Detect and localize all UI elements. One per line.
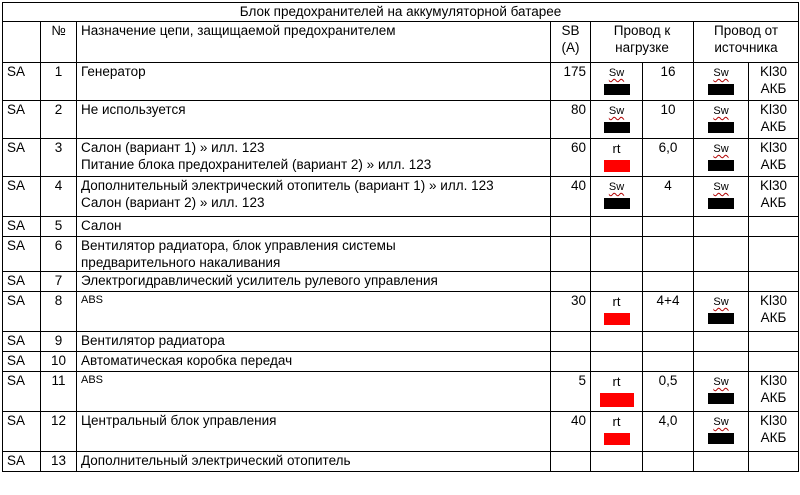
row-prefix: SA: [3, 237, 41, 272]
fuse-table: [2, 2, 799, 472]
source-wire-color: [694, 101, 749, 139]
row-prefix: SA: [3, 412, 41, 452]
purpose-line-1: Автоматическая коробка передач: [81, 353, 293, 368]
row-prefix: SA: [3, 217, 41, 237]
load-wire-swatch: [604, 160, 630, 172]
load-wire-code: rt: [612, 141, 621, 156]
row-number: 4: [41, 177, 77, 217]
source-wire-swatch: [708, 393, 734, 404]
purpose-line-2: Питание блока предохранителей (вариант 2) » илл. 123: [81, 157, 432, 172]
source-terminal-kl30: Kl30: [760, 293, 788, 308]
row-prefix: SA: [3, 177, 41, 217]
source-terminal-battery: АКБ: [760, 390, 787, 405]
source-wire-color: [694, 139, 749, 177]
load-wire-color: [591, 372, 643, 412]
load-wire-size: 6,0: [643, 139, 694, 177]
row-prefix: SA: [3, 139, 41, 177]
row-sb-amps: 40: [551, 177, 591, 217]
row-number: 12: [41, 412, 77, 452]
purpose-line-1: ABS: [81, 374, 104, 386]
purpose-line-1: Вентилятор радиатора: [81, 333, 225, 348]
row-prefix: SA: [3, 292, 41, 332]
source-terminal-kl30: Kl30: [760, 102, 788, 117]
table-row: [3, 217, 799, 237]
source-terminal-battery: АКБ: [760, 430, 787, 445]
row-sb-amps: 175: [551, 63, 591, 101]
row-prefix: SA: [3, 63, 41, 101]
source-wire-swatch: [708, 433, 734, 444]
row-number: 13: [41, 452, 77, 472]
source-terminal-kl30: Kl30: [760, 413, 788, 428]
source-wire-code: Sw: [713, 105, 729, 117]
table-row: [3, 352, 799, 372]
source-wire-swatch: [708, 313, 734, 324]
load-wire-code: Sw: [608, 181, 625, 193]
source-wire-code: Sw: [713, 67, 729, 79]
row-sb-amps: 5: [551, 372, 591, 412]
source-terminal: [749, 63, 799, 101]
purpose-line-1: Салон: [81, 218, 122, 233]
table-row: [3, 372, 799, 412]
purpose-line-1: Центральный блок управления: [81, 413, 277, 428]
load-wire-code: rt: [612, 374, 621, 389]
source-terminal-battery: АКБ: [760, 310, 787, 325]
row-purpose: [77, 217, 551, 237]
source-wire-color: [694, 412, 749, 452]
table-row: [3, 101, 799, 139]
load-wire-swatch: [600, 393, 634, 407]
load-wire-size: 4,0: [643, 412, 694, 452]
source-wire-color: [694, 372, 749, 412]
table-row: [3, 292, 799, 332]
load-wire-code: rt: [612, 294, 621, 309]
table-row: [3, 177, 799, 217]
table-row: [3, 63, 799, 101]
purpose-line-1: Вентилятор радиатора, блок управления системы: [81, 238, 396, 253]
source-terminal: [749, 177, 799, 217]
row-purpose: [77, 372, 551, 412]
load-wire-swatch: [604, 433, 630, 445]
source-wire-swatch: [708, 122, 734, 133]
row-purpose: [77, 272, 551, 292]
row-prefix: SA: [3, 272, 41, 292]
purpose-line-1: Не используется: [81, 102, 186, 117]
load-wire-color: [591, 139, 643, 177]
source-wire-swatch: [708, 160, 734, 171]
row-prefix: SA: [3, 352, 41, 372]
source-terminal-kl30: Kl30: [760, 140, 788, 155]
load-wire-swatch: [604, 122, 630, 133]
row-prefix: SA: [3, 452, 41, 472]
load-wire-color: [591, 101, 643, 139]
load-wire-size: 4+4: [643, 292, 694, 332]
purpose-line-1: Дополнительный электрический отопитель: [81, 453, 351, 468]
table-row: [3, 332, 799, 352]
row-purpose: [77, 139, 551, 177]
source-terminal-battery: АКБ: [760, 195, 787, 210]
source-terminal-battery: АКБ: [760, 81, 787, 96]
source-terminal-kl30: Kl30: [760, 373, 788, 388]
row-prefix: SA: [3, 101, 41, 139]
row-number: 5: [41, 217, 77, 237]
source-terminal: [749, 412, 799, 452]
load-wire-code: rt: [612, 414, 621, 429]
row-sb-amps: 30: [551, 292, 591, 332]
source-wire-code: Sw: [713, 181, 729, 193]
title-row: [3, 3, 799, 22]
row-number: 10: [41, 352, 77, 372]
row-number: 6: [41, 237, 77, 272]
load-wire-code: Sw: [608, 67, 625, 79]
row-sb-amps: 80: [551, 101, 591, 139]
header-load-wire: Провод к нагрузке: [591, 22, 694, 63]
row-number: 11: [41, 372, 77, 412]
row-number: 1: [41, 63, 77, 101]
header-purpose: Назначение цепи, защищаемой предохранителем: [77, 22, 551, 63]
purpose-line-1: Салон (вариант 1) » илл. 123: [81, 140, 265, 155]
source-terminal: [749, 292, 799, 332]
load-wire-color: [591, 292, 643, 332]
row-sb-amps: 40: [551, 412, 591, 452]
load-wire-swatch: [604, 84, 630, 95]
row-number: 2: [41, 101, 77, 139]
table-row: [3, 139, 799, 177]
purpose-line-1: Генератор: [81, 64, 146, 79]
header-source-wire: Провод от источника: [694, 22, 799, 63]
load-wire-size: 4: [643, 177, 694, 217]
load-wire-color: [591, 412, 643, 452]
row-prefix: SA: [3, 372, 41, 412]
load-wire-size: 16: [643, 63, 694, 101]
row-sb-amps: 60: [551, 139, 591, 177]
purpose-line-1: ABS: [81, 294, 104, 306]
source-wire-code: Sw: [713, 376, 729, 388]
source-terminal-battery: АКБ: [760, 119, 787, 134]
row-prefix: SA: [3, 332, 41, 352]
source-wire-code: Sw: [713, 143, 729, 155]
load-wire-size: 10: [643, 101, 694, 139]
row-number: 9: [41, 332, 77, 352]
load-wire-size: 0,5: [643, 372, 694, 412]
source-wire-code: Sw: [713, 416, 729, 428]
source-wire-color: [694, 292, 749, 332]
row-number: 8: [41, 292, 77, 332]
purpose-line-2: предварительного накаливания: [81, 255, 281, 270]
row-purpose: [77, 177, 551, 217]
source-terminal-kl30: Kl30: [760, 178, 788, 193]
source-wire-swatch: [708, 198, 734, 209]
header-sb: SB (A): [551, 22, 591, 63]
row-purpose: [77, 292, 551, 332]
row-purpose: [77, 452, 551, 472]
row-number: 3: [41, 139, 77, 177]
load-wire-swatch: [604, 198, 630, 209]
header-row: [3, 22, 799, 63]
load-wire-color: [591, 63, 643, 101]
row-number: 7: [41, 272, 77, 292]
row-purpose: [77, 412, 551, 452]
table-row: [3, 237, 799, 272]
source-wire-code: Sw: [713, 296, 729, 308]
purpose-line-2: Салон (вариант 2) » илл. 123: [81, 195, 265, 210]
row-purpose: [77, 63, 551, 101]
source-terminal: [749, 101, 799, 139]
load-wire-color: [591, 177, 643, 217]
table-row: [3, 272, 799, 292]
source-terminal-kl30: Kl30: [760, 64, 788, 79]
header-num: №: [41, 22, 77, 63]
source-terminal-battery: АКБ: [760, 157, 787, 172]
source-wire-color: [694, 63, 749, 101]
source-terminal: [749, 139, 799, 177]
row-purpose: [77, 237, 551, 272]
purpose-line-1: Электрогидравлический усилитель рулевого управления: [81, 273, 438, 288]
purpose-line-1: Дополнительный электрический отопитель (вариант 1) » илл. 123: [81, 178, 494, 193]
load-wire-swatch: [604, 313, 630, 325]
load-wire-code: Sw: [608, 105, 625, 117]
table-row: [3, 412, 799, 452]
source-terminal: [749, 372, 799, 412]
row-purpose: [77, 352, 551, 372]
source-wire-color: [694, 177, 749, 217]
table-row: [3, 452, 799, 472]
table-title: Блок предохранителей на аккумуляторной батарее: [3, 3, 799, 22]
row-purpose: [77, 332, 551, 352]
row-purpose: [77, 101, 551, 139]
source-wire-swatch: [708, 84, 734, 95]
